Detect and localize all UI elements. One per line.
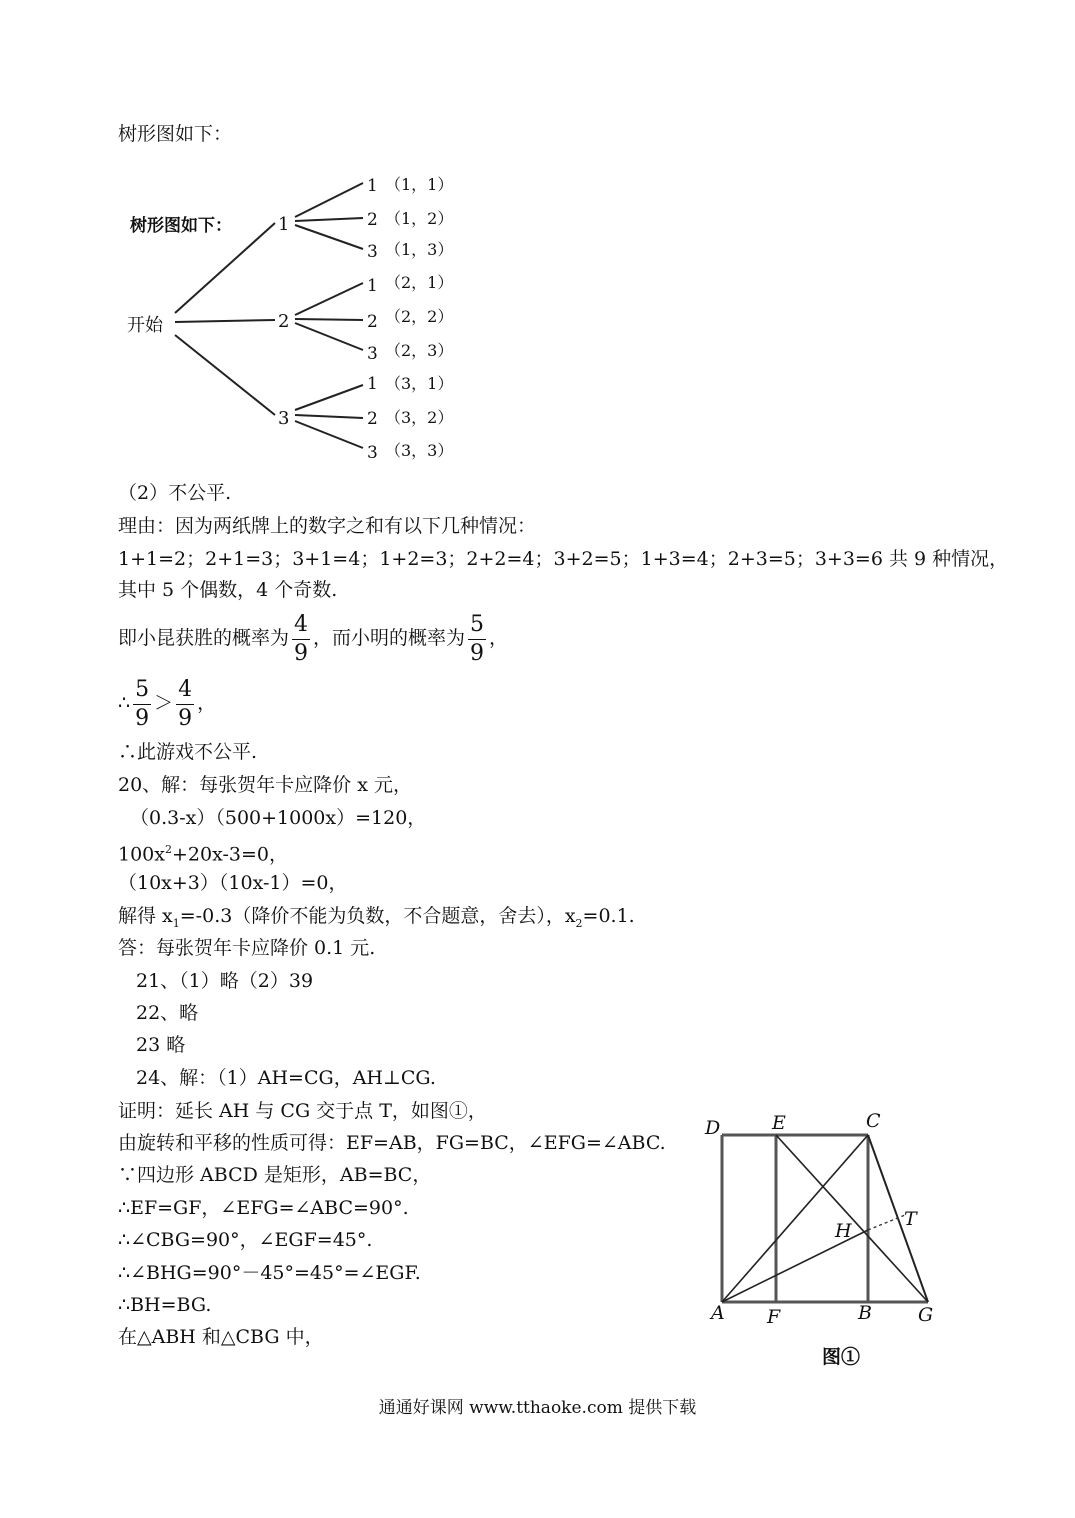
branch-root-3 xyxy=(175,335,275,415)
branch-1-1 xyxy=(295,183,363,217)
leaf-pair: （3，1） xyxy=(385,374,454,393)
reason-line: 理由：因为两纸牌上的数字之和有以下几种情况： xyxy=(118,515,537,537)
proof-line-7: ∴BH=BG. xyxy=(118,1294,212,1316)
leaf-pair: （2，3） xyxy=(385,341,454,360)
leaf-value: 1 xyxy=(367,374,378,394)
segment-AC xyxy=(722,1135,868,1302)
tree-node-1: 1 xyxy=(278,214,290,235)
label-B: B xyxy=(858,1302,872,1324)
leaf-value: 2 xyxy=(367,210,378,230)
proof-line-5: ∴∠CBG=90°，∠EGF=45°. xyxy=(118,1229,373,1251)
conclusion-line: ∴此游戏不公平. xyxy=(118,741,258,763)
geometry-figure xyxy=(700,1105,950,1375)
tree-node-2: 2 xyxy=(278,311,290,332)
answer-line: 答：每张贺年卡应降价 0.1 元. xyxy=(118,937,376,959)
part2-heading: （2）不公平. xyxy=(118,482,232,504)
leaf-pair: （3，2） xyxy=(385,408,454,427)
label-A: A xyxy=(711,1302,725,1324)
branch-2-3 xyxy=(295,323,363,350)
leaf-pair: （3，3） xyxy=(385,441,454,460)
evens-line: 其中 5 个偶数，4 个奇数. xyxy=(118,579,338,601)
proof-line-2: 由旋转和平移的性质可得：EF=AB，FG=BC，∠EFG=∠ABC. xyxy=(118,1132,666,1154)
label-T: T xyxy=(904,1208,917,1230)
fraction-xiaoming: $\frac{5}{9}$ xyxy=(470,611,485,666)
fraction-xiaokun: $\frac{4}{9}$ xyxy=(294,611,309,666)
branch-2-2 xyxy=(295,319,363,320)
label-F: F xyxy=(767,1306,781,1328)
equation-2: $100x^2+20x-3=0$， xyxy=(118,843,288,866)
q20-line: 20、解：每张贺年卡应降价 x 元， xyxy=(118,774,412,796)
label-H: H xyxy=(835,1220,852,1242)
label-C: C xyxy=(866,1110,881,1132)
proof-line-8: 在△ABH 和△CBG 中， xyxy=(118,1326,324,1348)
comparison-line: ∴ $\frac{5}{9}$ ＞ $\frac{4}{9}$ ， xyxy=(118,676,217,731)
leaf-pair: （2，1） xyxy=(385,273,454,292)
branch-1-3 xyxy=(295,225,363,249)
leaf-pair: （2，2） xyxy=(385,307,454,326)
equation-1: （0.3-x）（500+1000x）=120， xyxy=(130,807,427,829)
tree-node-3: 3 xyxy=(278,408,290,429)
tree-title: 树形图如下： xyxy=(118,123,233,145)
leaf-value: 1 xyxy=(367,276,378,296)
fraction-compare-right: $\frac{4}{9}$ xyxy=(178,676,193,731)
q22-line: 22、略 xyxy=(136,1002,199,1024)
leaf-value: 3 xyxy=(367,443,378,463)
proof-line-3: ∵四边形 ABCD 是矩形，AB=BC， xyxy=(118,1164,432,1186)
q23-line: 23 略 xyxy=(136,1034,186,1056)
tree-inner-label: 树形图如下： xyxy=(130,216,232,236)
equation-3: （10x+3）（10x-1）=0， xyxy=(118,872,348,894)
branch-3-3 xyxy=(295,421,363,448)
proof-line-4: ∴EF=GF，∠EFG=∠ABC=90°. xyxy=(118,1197,409,1219)
leaf-value: 3 xyxy=(367,344,378,364)
label-G: G xyxy=(918,1304,934,1326)
leaf-pair: （1，1） xyxy=(385,175,454,194)
branch-3-2 xyxy=(295,415,363,418)
tree-root: 开始 xyxy=(127,315,163,336)
leaf-pair: （1，2） xyxy=(385,209,454,228)
branch-2-1 xyxy=(295,283,363,315)
branch-root-1 xyxy=(175,223,275,313)
leaf-value: 2 xyxy=(367,312,378,332)
q21-line: 21、（1）略（2）39 xyxy=(136,970,314,992)
branch-root-2 xyxy=(175,320,275,322)
branch-1-2 xyxy=(295,218,363,221)
sums-line: 1+1=2；2+1=3；3+1=4；1+2=3；2+2=4；3+2=5；1+3=4；2+3=5；3+3=6 共 9 种情况， xyxy=(118,548,1009,570)
label-E: E xyxy=(772,1112,786,1134)
proof-line-1: 证明：延长 AH 与 CG 交于点 T，如图①， xyxy=(118,1100,487,1122)
page-footer: 通通好课网 www.tthaoke.com 提供下载 xyxy=(378,1398,697,1418)
probability-line: 即小昆获胜的概率为 $\frac{4}{9}$ ，而小明的概率为 $\frac{5}{9}$ ， xyxy=(118,611,509,666)
branch-3-1 xyxy=(295,385,363,410)
proof-line-6: ∴∠BHG=90°－45°=45°=∠EGF. xyxy=(118,1262,421,1284)
figure-caption: 图① xyxy=(822,1346,861,1368)
solution-line: 解得 $x_1=-0.3$（降价不能为负数，不合题意，舍去），$x_2=0.1$. xyxy=(118,905,635,930)
leaf-value: 1 xyxy=(367,176,378,196)
tree-diagram xyxy=(115,165,475,470)
leaf-value: 2 xyxy=(367,409,378,429)
fraction-compare-left: $\frac{5}{9}$ xyxy=(135,676,150,731)
leaf-pair: （1，3） xyxy=(385,240,454,259)
q24-line: 24、解：（1）AH=CG，AH⊥CG. xyxy=(136,1067,436,1089)
leaf-value: 3 xyxy=(367,242,378,262)
label-D: D xyxy=(705,1117,721,1139)
